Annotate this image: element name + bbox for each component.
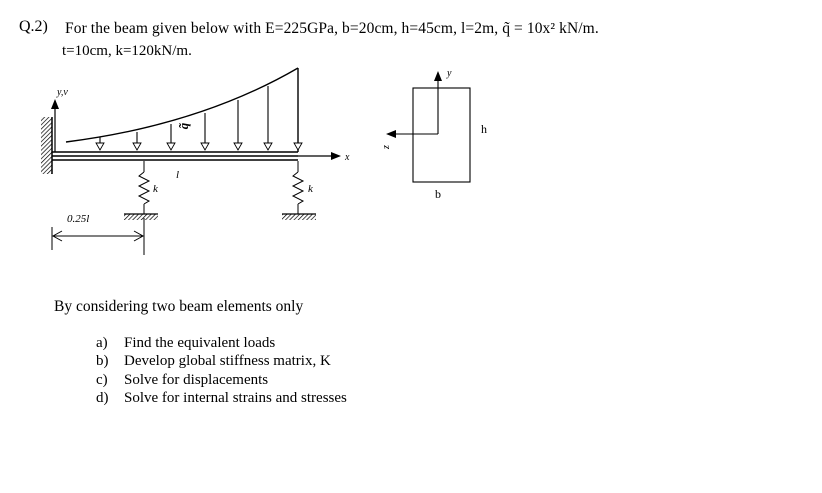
task-item (96, 371, 347, 389)
support-offset-label: 0.25l (67, 213, 90, 225)
x-axis-arrow (298, 152, 341, 160)
span-length-label: l (176, 169, 180, 181)
task-marker: d) (96, 389, 109, 406)
section-z-axis-label: z (381, 145, 392, 149)
task-item (96, 352, 347, 370)
left-spring-label: k (153, 183, 158, 195)
intro-text: By considering two beam elements only (54, 298, 304, 315)
task-item (96, 334, 347, 352)
fixed-wall-support (41, 117, 52, 174)
task-item (96, 389, 347, 407)
task-marker: c) (96, 371, 108, 388)
x-axis-label: x (345, 152, 350, 163)
task-text: Solve for internal strains and stresses (124, 389, 347, 406)
right-spring-label: k (308, 183, 313, 195)
task-marker: b) (96, 353, 109, 370)
task-text: Find the equivalent loads (124, 335, 276, 351)
question-statement-line2: t=10cm, k=120kN/m. (62, 43, 192, 59)
cross-section (386, 71, 470, 182)
task-text: Solve for displacements (124, 371, 269, 388)
section-y-axis-label: y (447, 68, 452, 79)
support-offset-dimension (52, 218, 144, 255)
section-width-label: b (435, 187, 441, 201)
load-symbol-q: q̃ (176, 122, 191, 130)
question-number: Q.2) (19, 18, 48, 35)
y-v-axis-label: y,v (57, 87, 68, 98)
beam (52, 152, 298, 160)
section-height-label: h (481, 122, 487, 136)
task-list (96, 334, 347, 407)
question-statement-line1: For the beam given below with E=225GPa, b=20cm, h=45cm, l=2m, q̃ = 10x² kN/m. (65, 20, 599, 37)
distributed-load (66, 68, 302, 152)
task-marker: a) (96, 335, 108, 351)
task-text: Develop global stiffness matrix, K (124, 353, 331, 370)
